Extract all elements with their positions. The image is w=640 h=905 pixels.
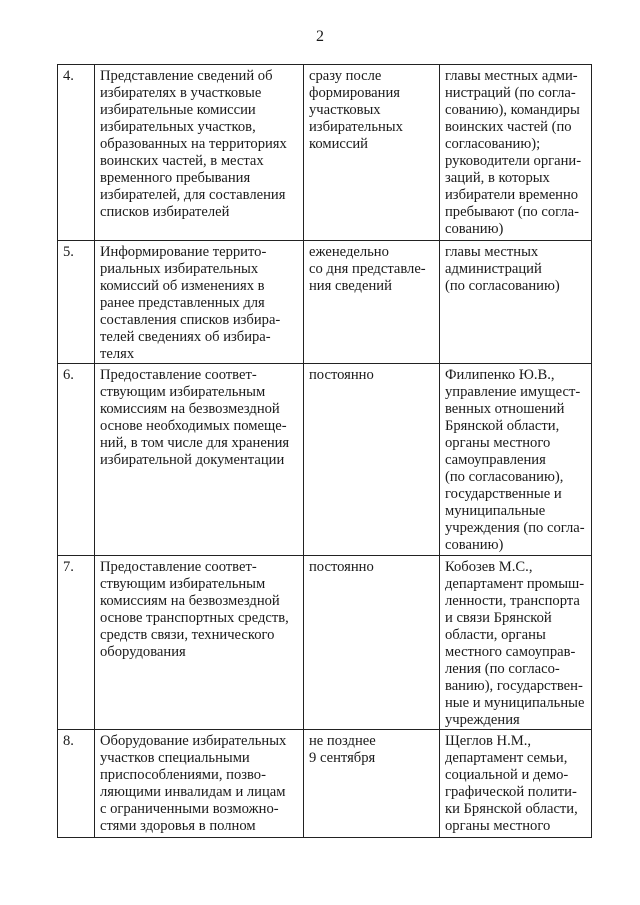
activity-text: Предоставление соответ- ствующим избирательным комиссиям на безвозмездной основе транспортных средств, средств связи, технического оборудования: [100, 559, 289, 660]
table-row: [58, 241, 592, 364]
row-number-cell: [58, 241, 95, 364]
responsible-cell: [440, 556, 592, 730]
row-number: 5.: [63, 244, 74, 260]
deadline-cell: [304, 65, 440, 241]
activity-cell: [95, 556, 304, 730]
deadline-cell: [304, 730, 440, 838]
deadline-cell: [304, 556, 440, 730]
activity-cell: [95, 65, 304, 241]
deadline-text: еженедельно со дня представле- ния сведений: [309, 244, 426, 294]
activity-text: Информирование террито- риальных избирательных комиссий об изменениях в ранее представленных для составления списков избира- телей сведениях об избира- телях: [100, 244, 281, 362]
deadline-text: сразу после формирования участковых избирательных комиссий: [309, 68, 403, 152]
deadline-text: постоянно: [309, 559, 374, 575]
responsible-cell: [440, 730, 592, 838]
activity-cell: [95, 241, 304, 364]
row-number: 7.: [63, 559, 74, 575]
responsible-text: Филипенко Ю.В., управление имущест- венных отношений Брянской области, органы местного самоуправления (по согласованию), государственные и муниципальные учреждения (по согла- сованию): [445, 367, 585, 553]
deadline-cell: [304, 241, 440, 364]
row-number: 6.: [63, 367, 74, 383]
table-row: [58, 730, 592, 838]
deadline-text: не позднее 9 сентября: [309, 733, 376, 766]
row-number-cell: [58, 65, 95, 241]
activities-table: [57, 64, 592, 838]
row-number: 4.: [63, 68, 74, 84]
responsible-text: главы местных администраций (по согласованию): [445, 244, 560, 294]
row-number-cell: [58, 730, 95, 838]
row-number: 8.: [63, 733, 74, 749]
table-row: [58, 364, 592, 556]
responsible-text: главы местных адми- нистраций (по согла- сованию), командиры воинских частей (по согласованию); руководители органи- заций, в которых избиратели временно пребывают (по согла- сованию): [445, 68, 582, 237]
responsible-text: Кобозев М.С., департамент промыш- ленности, транспорта и связи Брянской области, органы местного самоуправ- ления (по согласо- ванию), государствен- ные и муниципальные учреждения: [445, 559, 585, 728]
page-number: 2: [316, 28, 324, 45]
activity-cell: [95, 364, 304, 556]
deadline-text: постоянно: [309, 367, 374, 383]
activity-cell: [95, 730, 304, 838]
deadline-cell: [304, 364, 440, 556]
responsible-cell: [440, 364, 592, 556]
activity-text: Оборудование избирательных участков специальными приспособлениями, позво- ляющими инвалидам и лицам с ограниченными возможно- стями здоровья в полном: [100, 733, 287, 834]
row-number-cell: [58, 364, 95, 556]
responsible-text: Щеглов Н.М., департамент семьи, социальной и демо- графической полити- ки Брянской области, органы местного: [445, 733, 578, 834]
activity-text: Предоставление соответ- ствующим избирательным комиссиям на безвозмездной основе необходимых помеще- ний, в том числе для хранения избирательной документации: [100, 367, 290, 468]
table-row: [58, 556, 592, 730]
activity-text: Представление сведений об избирателях в участковые избирательные комиссии избирательных участков, образованных на территориях воинских частей, в местах временного пребывания избирателей, для составления списков избирателей: [100, 68, 287, 220]
row-number-cell: [58, 556, 95, 730]
table-row: [58, 65, 592, 241]
responsible-cell: [440, 65, 592, 241]
responsible-cell: [440, 241, 592, 364]
